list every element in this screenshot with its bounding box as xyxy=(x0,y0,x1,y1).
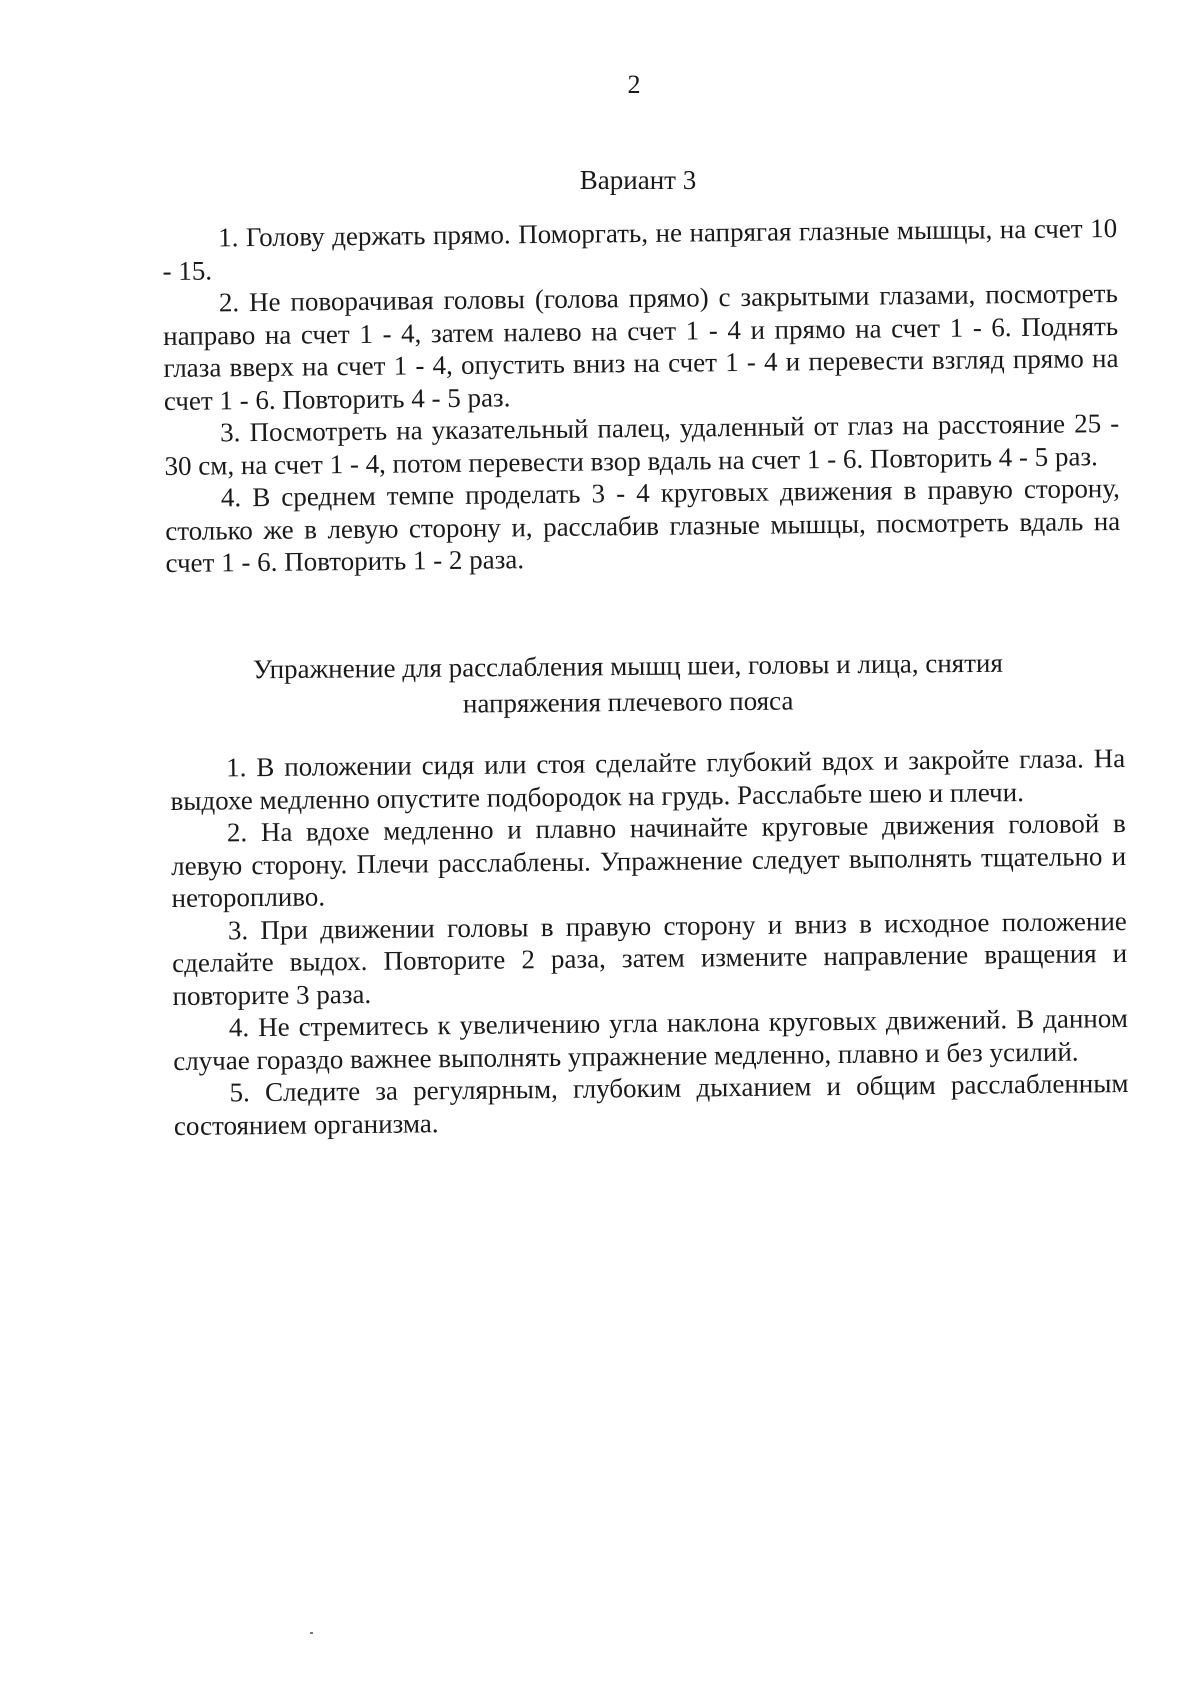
list-item: 1. Голову держать прямо. Поморгать, не напрягая глазные мышцы, на счет 10 - 15. xyxy=(162,212,1118,286)
section-2-title-line-2: напряжения плечевого пояса xyxy=(462,685,794,719)
list-item: 2. На вдохе медленно и плавно начинайте круговые движения головой в левую сторону. Плечи расслаблены. Упражнение следует выполнять тщательно и неторопливо. xyxy=(171,807,1127,913)
list-item: 2. Не поворачивая головы (голова прямо) с закрытыми глазами, посмотреть направо на счет 1 - 4, затем налево на счет 1 - 4 и прямо на счет 1 - 6. Поднять глаза вверх на счет 1 - 4, опустить вниз на счет 1 - 4 и перевести взгляд прямо на счет 1 - 6. Повторить 4 - 5 раз. xyxy=(163,277,1119,416)
list-item: 4. Не стремитесь к увеличению угла наклона круговых движений. В данном случае гораздо важнее выполнять упражнение медленно, плавно и без усилий. xyxy=(173,1002,1128,1076)
list-item: 4. В среднем темпе проделать 3 - 4 круговых движения в правую сторону, столько же в левую сторону и, расслабив глазные мышцы, посмотреть вдаль на счет 1 - 6. Повторить 1 - 2 раза. xyxy=(165,472,1121,578)
section-2-list xyxy=(170,742,1129,1142)
section-2-title xyxy=(28,643,1200,725)
section-1-title: Вариант 3 xyxy=(579,165,697,195)
page-number: 2 xyxy=(627,70,641,99)
section-1-list xyxy=(162,212,1121,579)
list-item: 1. В положении сидя или стоя сделайте глубокий вдох и закройте глаза. На выдохе медленно опустите подбородок на грудь. Расслабьте шею и плечи. xyxy=(170,742,1126,816)
list-item: 3. Посмотреть на указательный палец, удаленный от глаз на расстояние 25 - 30 см, на счет 1 - 4, потом перевести взор вдаль на счет 1 - 6. Повторить 4 - 5 раз. xyxy=(164,407,1120,481)
list-item: 3. При движении головы в правую сторону и вниз в исходное положение сделайте выдох. Повторите 2 раза, затем измените направление вращения и повторите 3 раза. xyxy=(172,905,1128,1011)
list-item: 5. Следите за регулярным, глубоким дыханием и общим расслабленным состоянием организма. xyxy=(173,1067,1129,1141)
section-2-title-line-1: Упражнение для расслабления мышц шеи, головы и лица, снятия xyxy=(252,647,1003,685)
scan-speck xyxy=(310,1632,313,1634)
